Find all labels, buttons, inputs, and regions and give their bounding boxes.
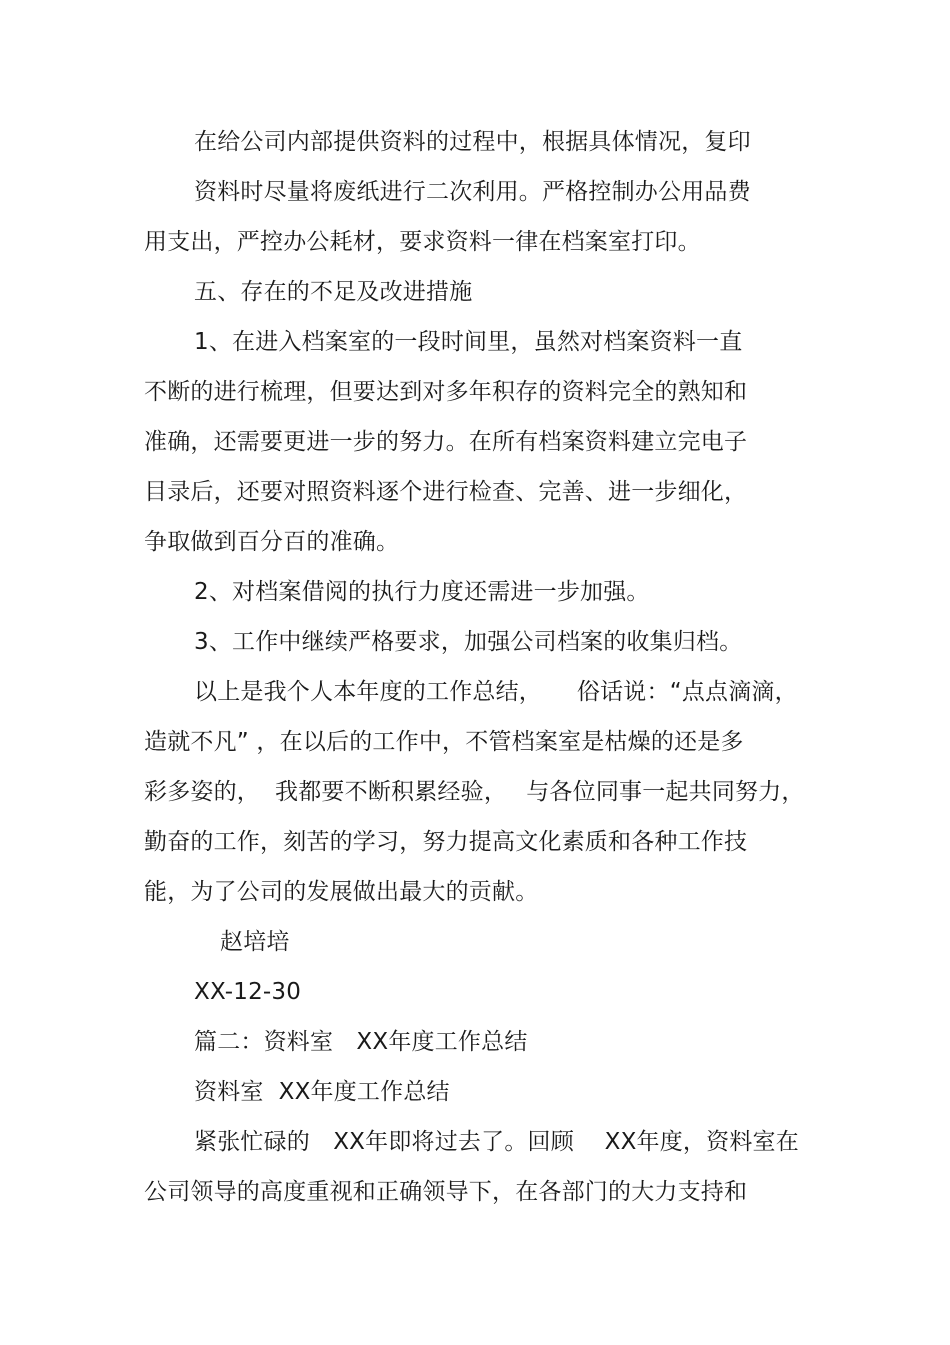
- text-line-22: 公司领导的高度重视和正确领导下，在各部门的大力支持和: [144, 1179, 748, 1205]
- text-line-12: 以上是我个人本年度的工作总结， 俗话说：“点点滴滴，: [194, 679, 798, 705]
- text-line-8: 目录后，还要对照资料逐个进行检查、完善、进一步细化，: [144, 479, 748, 505]
- text-line-7: 准确，还需要更进一步的努力。在所有档案资料建立完电子: [144, 429, 748, 455]
- section-heading: 五、存在的不足及改进措施: [194, 279, 473, 305]
- text-line-13: 造就不凡” ，在以后的工作中，不管档案室是枯燥的还是多: [144, 729, 744, 755]
- text-line-6: 不断的进行梳理，但要达到对多年积存的资料完全的熟知和: [144, 379, 748, 405]
- report-title: 资料室 XX年度工作总结: [194, 1079, 450, 1105]
- author-name: 赵培培: [220, 929, 290, 955]
- text-line-15: 勤奋的工作，刻苦的学习，努力提高文化素质和各种工作技: [144, 829, 748, 855]
- text-line-2: 资料时尽量将废纸进行二次利用。严格控制办公用品费: [194, 179, 751, 205]
- text-line-3: 用支出，严控办公耗材，要求资料一律在档案室打印。: [144, 229, 701, 255]
- text-line-21: 紧张忙碌的 XX年即将过去了。回顾 XX年度，资料室在: [194, 1129, 799, 1155]
- date-line: XX-12-30: [194, 979, 302, 1005]
- text-line-1: 在给公司内部提供资料的过程中，根据具体情况，复印: [194, 129, 751, 155]
- text-line-10: 2、对档案借阅的执行力度还需进一步加强。: [194, 579, 650, 605]
- text-line-9: 争取做到百分百的准确。: [144, 529, 400, 555]
- text-line-16: 能，为了公司的发展做出最大的贡献。: [144, 879, 539, 905]
- chapter-title: 篇二：资料室 XX年度工作总结: [194, 1029, 528, 1055]
- text-line-11: 3、工作中继续严格要求，加强公司档案的收集归档。: [194, 629, 743, 655]
- text-line-5: 1、在进入档案室的一段时间里，虽然对档案资料一直: [194, 329, 743, 355]
- text-line-14: 彩多姿的， 我都要不断积累经验， 与各位同事一起共同努力，: [144, 779, 805, 805]
